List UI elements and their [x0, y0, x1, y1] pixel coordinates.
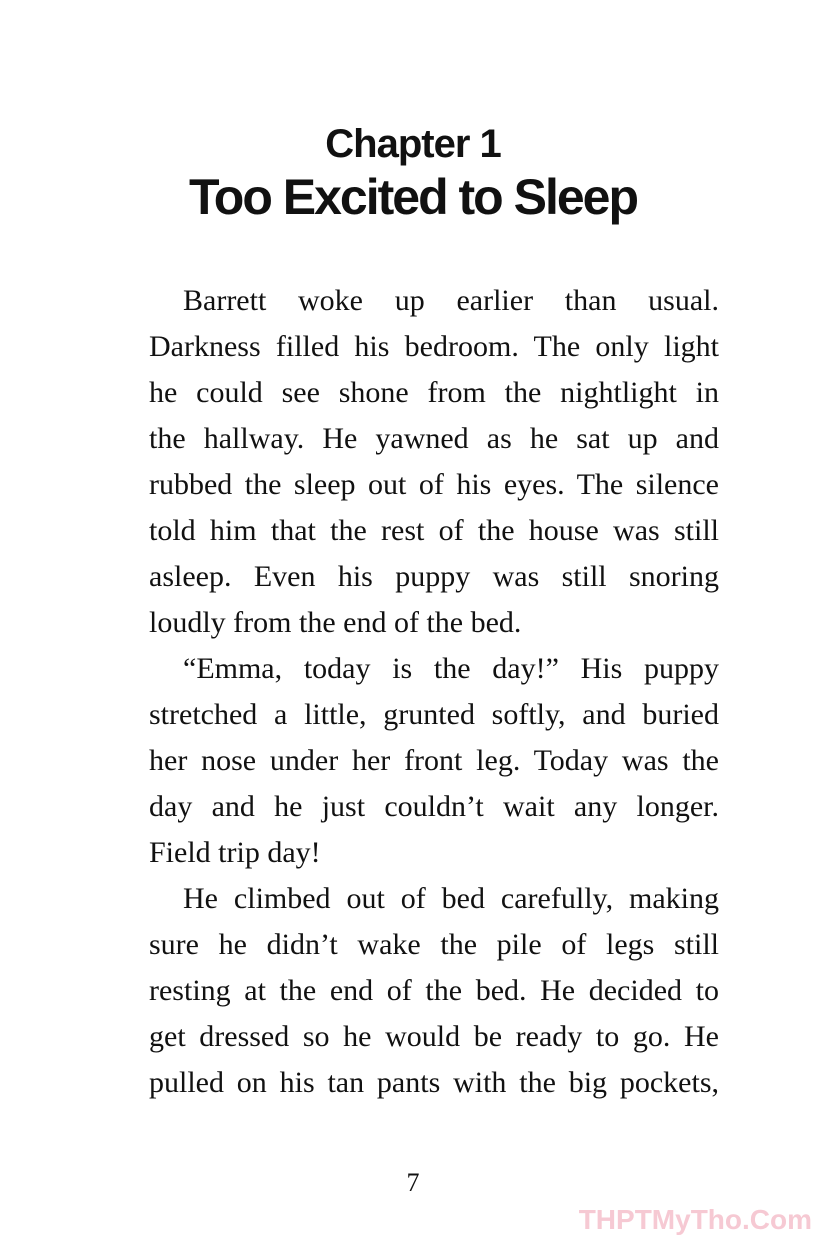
text-line: he could see shone from the nightlight in	[149, 376, 719, 409]
text-line: the hallway. He yawned as he sat up and	[149, 422, 719, 455]
chapter-number: Chapter 1	[325, 122, 501, 166]
text-line: Darkness filled his bedroom. The only light	[149, 330, 719, 363]
text-line: asleep. Even his puppy was still snoring	[149, 560, 719, 593]
page-number: 7	[406, 1168, 420, 1197]
paragraph	[149, 278, 719, 646]
text-line: stretched a little, grunted softly, and buried	[149, 698, 719, 731]
text-line: Barrett woke up earlier than usual.	[183, 284, 719, 317]
text-line: rubbed the sleep out of his eyes. The silence	[149, 468, 719, 501]
text-line: sure he didn’t wake the pile of legs still	[149, 928, 719, 961]
text-line: “Emma, today is the day!” His puppy	[183, 652, 719, 685]
paragraph	[149, 646, 719, 876]
text-line: get dressed so he would be ready to go. He	[149, 1020, 719, 1053]
paragraph	[149, 876, 719, 1106]
text-line: loudly from the end of the bed.	[149, 606, 522, 639]
text-line: resting at the end of the bed. He decided to	[149, 974, 719, 1007]
text-line: told him that the rest of the house was still	[149, 514, 719, 547]
text-line: pulled on his tan pants with the big pockets,	[149, 1066, 719, 1099]
text-line: He climbed out of bed carefully, making	[183, 882, 719, 915]
text-line: day and he just couldn’t wait any longer.	[149, 790, 719, 823]
text-line: Field trip day!	[149, 836, 321, 869]
text-line: her nose under her front leg. Today was the	[149, 744, 719, 777]
chapter-title: Too Excited to Sleep	[188, 169, 638, 225]
watermark: THPTMyTho.Com	[578, 1204, 812, 1235]
chapter-body	[149, 278, 719, 1106]
